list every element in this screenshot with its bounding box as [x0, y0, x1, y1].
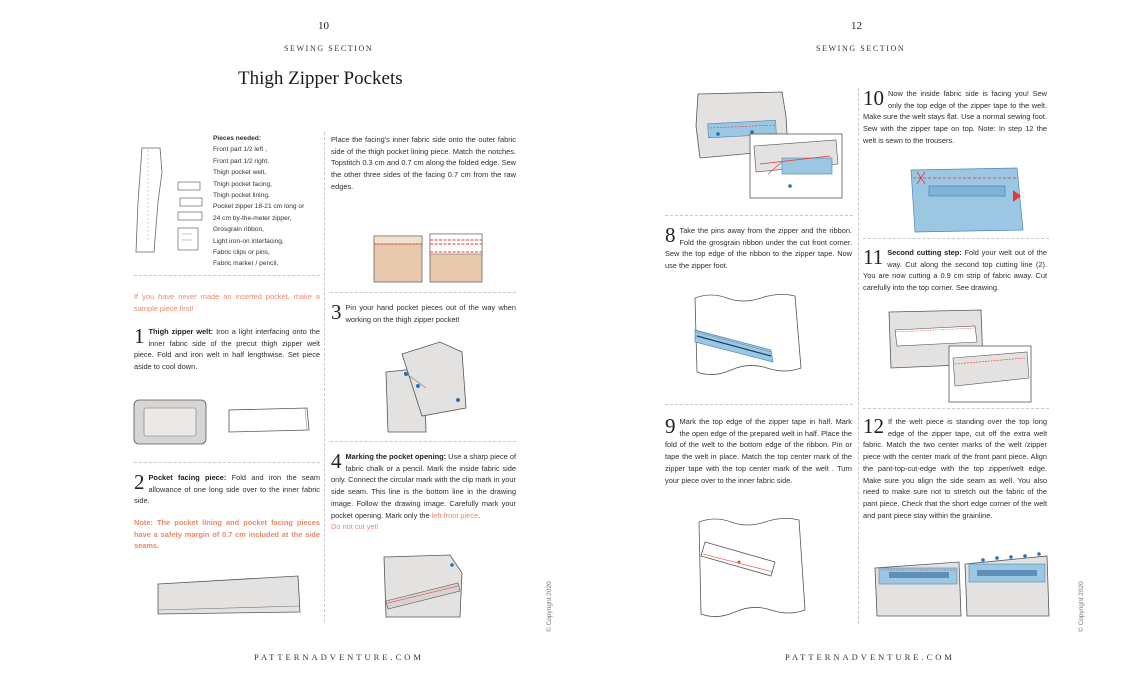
- section-divider: [134, 462, 320, 463]
- step-number: 1: [134, 324, 145, 348]
- step-title: Thigh zipper welt:: [148, 327, 214, 336]
- facing-lining-figure: [372, 232, 490, 284]
- step-10: [863, 88, 1047, 147]
- section-divider: [665, 404, 853, 405]
- section-label: SEWING SECTION: [816, 44, 906, 53]
- step-number: 8: [665, 223, 676, 247]
- step-number: 4: [331, 449, 342, 473]
- step-1: [134, 326, 320, 373]
- highlight-text: left front piece: [431, 510, 479, 520]
- copyright: © Copyright 2020: [546, 581, 553, 632]
- section-divider: [134, 275, 320, 276]
- pieces-list: [213, 133, 323, 270]
- step-number: 11: [863, 245, 884, 269]
- step-text: Pin your hand pocket pieces out of the way when working on the thigh zipper pocket!: [345, 303, 516, 324]
- step-9: [665, 416, 852, 486]
- pattern-pieces-figure: [132, 142, 210, 262]
- facing-fold-figure: [150, 570, 310, 618]
- step-text-end: .: [478, 510, 481, 520]
- piece-item: Light iron-on interfacing,: [213, 237, 284, 245]
- pinned-pocket-figure: [382, 338, 472, 434]
- step-number: 9: [665, 414, 676, 438]
- step-text: Take the pins away from the zipper and the ribbon. Fold the grosgrain ribbon under the cut front corner. Sew the top edge of the ribbon to the zipper tape. Now use the zipper foot.: [665, 226, 852, 271]
- step-number: 10: [863, 86, 884, 110]
- step-text: If the welt piece is standing over the top long edge of the zipper tape, cut off the extra welt fabric. Match the two center marks of the welt /zipper piece with the center mark of the front pant piece. Align the pant-top-cut-edge with the top zipper/welt edge. Make sure you align the side seam as well. You also need to make sure not to stretch out the fabric of the pant piece. Check that the short edge corner of the welt and pant piece stay within the grainline.: [863, 417, 1047, 520]
- ribbon-fold-figure: [691, 290, 807, 380]
- piece-item: Fabric clips or pins,: [213, 249, 270, 257]
- step-text: Fold your welt out of the way. Cut along the second top cutting line (2). You are now cutting a 0.9 cm strip of fabric away. Cut carefully into the top corner. See drawing.: [863, 248, 1047, 293]
- piece-item: Thigh pocket welt,: [213, 169, 267, 177]
- step-text: Use a sharp piece of fabric chalk or a pencil. Mark the inside fabric side only. Connect the circular mark with the clip mark in your side seam. This line is the bottom line in the drawing image. Follow the drawing image. Carefully mark your pocket opening. Mark only the: [331, 452, 516, 520]
- pocket-marking-figure: [380, 553, 466, 619]
- step-2-note: Note: The pocket lining and pocket facing pieces have a safety margin of 0.7 cm included at the side seams.: [134, 518, 320, 551]
- step-title: Second cutting step:: [887, 248, 962, 257]
- piece-item: Front part 1/2 left ,: [213, 146, 267, 154]
- section-divider: [665, 215, 853, 216]
- step-text: Fold and iron the seam allowance of one long side over to the inner fabric side.: [134, 473, 321, 506]
- page-number: 12: [851, 20, 862, 32]
- step-number: 12: [863, 414, 884, 438]
- column-divider: [858, 88, 859, 624]
- step-text: Now the inside fabric side is facing you! Sew only the top edge of the zipper tape to the welt. Make sure the welt stays flat. Use a normal sewing foot. Sew with the zipper tape on top. Note: In step 12 the welt is sewn to the trousers.: [863, 89, 1047, 145]
- step-text: Mark the top edge of the zipper tape in half. Mark the open edge of the prepared welt in half. Place the fold of the welt to the bottom edge of the ribbon. Pin or tape the welt in place. Match the top center mark of the zipper tape with the top center mark of the welt . Turn your piece over to the inner fabric side.: [665, 417, 852, 485]
- footer-url: PATTERNADVENTURE.COM: [254, 652, 424, 662]
- footer-url: PATTERNADVENTURE.COM: [785, 652, 955, 662]
- step-number: 2: [134, 470, 145, 494]
- piece-item: Thigh pocket facing,: [213, 180, 273, 188]
- column-divider: [324, 132, 325, 622]
- page-title: Thigh Zipper Pockets: [238, 68, 403, 89]
- zipper-ribbon-figure: [690, 86, 850, 206]
- facing-instructions: Place the facing's inner fabric side onto the outer fabric side of the thigh pocket lining piece. Match the notches. Topstitch 0.3 cm and 0.7 cm along the folded edge. Sew the other three sides of the facing 0.7 cm from the raw edges.: [331, 135, 516, 191]
- step-title: Marking the pocket opening:: [345, 452, 447, 461]
- section-divider: [330, 441, 516, 442]
- piece-item: Grosgrain ribbon,: [213, 226, 264, 234]
- step-4: [331, 451, 516, 533]
- zipper-sewing-figure: [907, 164, 1027, 236]
- step-8: [665, 225, 852, 272]
- pieces-heading: Pieces needed:: [213, 135, 262, 142]
- piece-item: Fabric marker / pencil,: [213, 260, 279, 268]
- piece-item: Front part 1/2 right,: [213, 157, 270, 165]
- section-divider: [863, 238, 1049, 239]
- section-divider: [330, 292, 516, 293]
- piece-item: Pocket zipper 18-21 cm long or: [213, 203, 305, 211]
- step-number: 3: [331, 300, 342, 324]
- right-page: [565, 0, 1130, 680]
- section-label: SEWING SECTION: [284, 44, 374, 53]
- page-number: 10: [318, 20, 329, 32]
- piece-item: 24 cm by-the-meter zipper,: [213, 214, 292, 222]
- welt-alignment-figure: [871, 548, 1051, 618]
- step-2: [134, 472, 320, 507]
- intro-note: If you have never made an inserted pocket, make a sample piece first!: [134, 292, 320, 313]
- section-divider: [863, 408, 1049, 409]
- piece-item: Thigh pocket lining,: [213, 192, 270, 200]
- step-title: Pocket facing piece:: [148, 473, 227, 482]
- step-3: [331, 302, 516, 325]
- welt-placement-figure: [695, 514, 811, 618]
- step-text: Iron a light interfacing onto the inner fabric side of the precut thigh zipper welt piece. Fold and iron welt in half lengthwise. Set piece aside to cool down.: [134, 327, 320, 372]
- second-cut-figure: [885, 308, 1035, 404]
- welt-interfacing-figure: [132, 398, 317, 448]
- copyright: © Copyright 2020: [1078, 581, 1085, 632]
- warning-text: Do not cut yet!: [331, 522, 379, 532]
- step-12: [863, 416, 1047, 521]
- step-11: [863, 247, 1047, 294]
